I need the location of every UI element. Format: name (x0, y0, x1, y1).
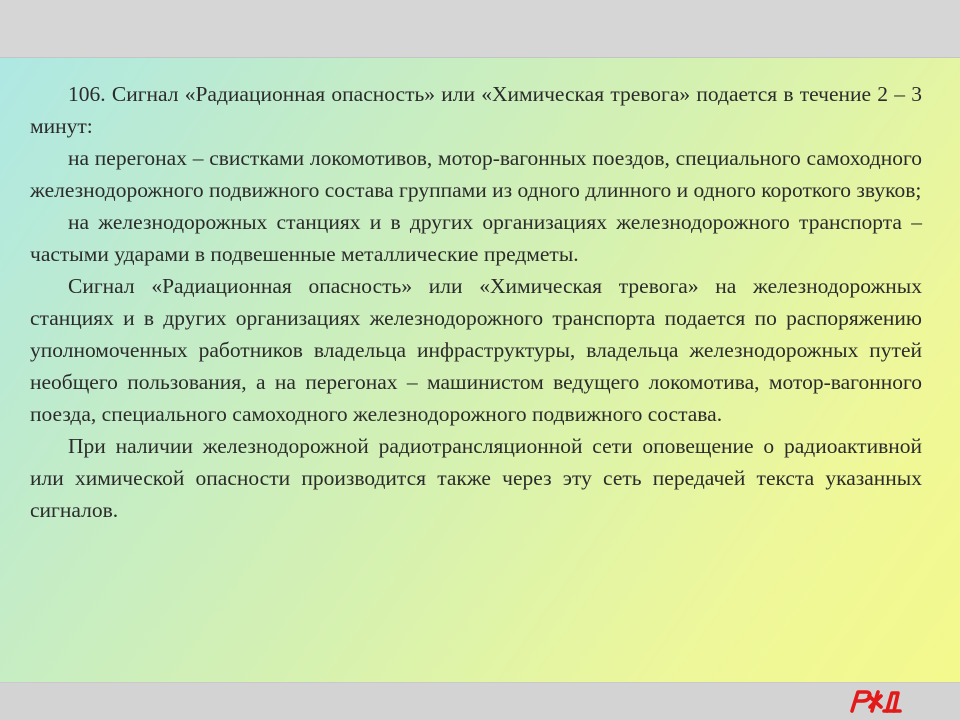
header-bar (0, 0, 960, 58)
paragraph-2: на перегонах – свистками локомотивов, мотор-вагонных поездов, специального самоходного железнодорожного подвижного состава группами из одного длинного и одного короткого звуков; (30, 146, 922, 202)
footer-bar (0, 682, 960, 720)
paragraph-3: на железнодорожных станциях и в других организациях железнодорожного транспорта – частыми ударами в подвешенные металлические предметы. (30, 210, 922, 266)
paragraph-5: При наличии железнодорожной радиотрансляционной сети оповещение о радиоактивной или химической опасности производится также через эту сеть передачей текста указанных сигналов. (30, 434, 922, 522)
paragraph-1: 106. Сигнал «Радиационная опасность» или «Химическая тревога» подается в течение 2 – 3 минут: (30, 82, 922, 138)
paragraph-4: Сигнал «Радиационная опасность» или «Химическая тревога» на железнодорожных станциях и в других организациях железнодорожного транспорта подается по распоряжению уполномоченных работников владельца инфраструктуры, владельца железнодорожных путей необщего пользования, а на перегонах – машинистом ведущего локомотива, мотор-вагонного поезда, специального самоходного железнодорожного подвижного состава. (30, 274, 922, 426)
rzd-logo-icon (848, 687, 904, 715)
slide-content (0, 58, 960, 682)
